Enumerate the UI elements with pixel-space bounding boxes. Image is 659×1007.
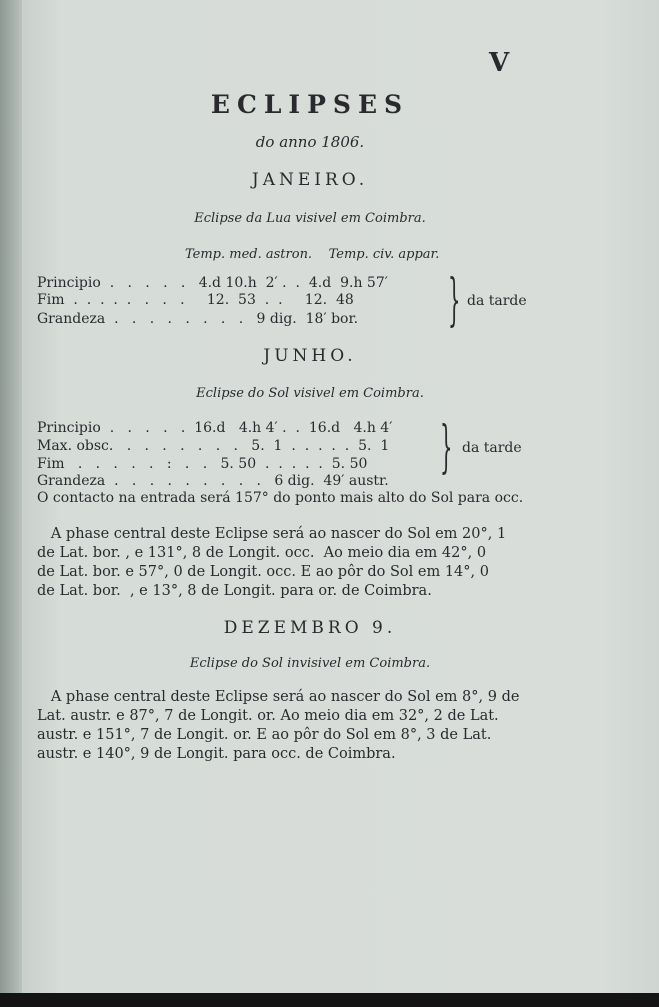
section-heading-junho: JUNHO. [263,346,357,366]
table-row: O contacto na entrada será 157° do ponto mais alto do Sol para occ. [37,490,524,506]
paragraph-line: A phase central deste Eclipse será ao nascer do Sol em 20°, 1 [37,526,507,542]
paragraph-line: de Lat. bor. , e 131°, 8 de Longit. occ. Ao meio dia em 42°, 0 [37,545,487,561]
paragraph-line: austr. e 140°, 9 de Longit. para occ. de Coimbra. [37,746,396,762]
paragraph-line: Lat. austr. e 87°, 7 de Longit. or. Ao meio dia em 32°, 2 de Lat. [37,708,499,724]
page-subtitle: do anno 1806. [255,133,365,151]
section-heading-janeiro: JANEIRO. [251,170,369,190]
section-caption-dezembro: Eclipse do Sol invisivel em Coimbra. [189,656,431,671]
table-row: Fim . . . . . . . . 12. 53 . . 12. 48 [37,292,354,308]
table-row: Fim . . . . . : . . 5. 50 . . . . . 5. 50 [37,456,368,472]
paragraph-line: A phase central deste Eclipse será ao nascer do Sol em 8°, 9 de [37,689,520,705]
table-row: Grandeza . . . . . . . . . 6 dig. 49′ austr. [37,473,389,489]
columns-header: Temp. med. astron. Temp. civ. appar. [185,247,440,262]
paragraph-line: de Lat. bor. e 57°, 0 de Longit. occ. E ao pôr do Sol em 14°, 0 [37,564,489,580]
book-spine-shadow [0,0,22,1007]
table-row: Principio . . . . . 4.d 10.h 2′ . . 4.d 9.h 57′ [37,275,388,291]
page-mark: V [489,48,511,78]
page-title: ECLIPSES [210,90,410,119]
scan-bottom-edge [0,993,659,1007]
section-caption-junho: Eclipse do Sol visivel em Coimbra. [196,386,424,401]
side-label-junho: da tarde [462,440,522,456]
paragraph-line: austr. e 151°, 7 de Longit. or. E ao pôr do Sol em 8°, 3 de Lat. [37,727,492,743]
section-caption-janeiro: Eclipse da Lua visivel em Coimbra. [194,211,426,226]
paragraph-line: de Lat. bor. , e 13°, 8 de Longit. para or. de Coimbra. [37,583,432,599]
table-row: Max. obsc. . . . . . . . 5. 1 . . . . . 5. 1 [37,438,390,454]
brace-icon: } [448,268,461,333]
table-row: Principio . . . . . 16.d 4.h 4′ . . 16.d 4.h 4′ [37,420,393,436]
brace-icon: } [440,415,453,480]
section-heading-dezembro: DEZEMBRO 9. [223,618,397,638]
table-row: Grandeza . . . . . . . . 9 dig. 18′ bor. [37,311,359,327]
side-label-janeiro: da tarde [467,293,527,309]
